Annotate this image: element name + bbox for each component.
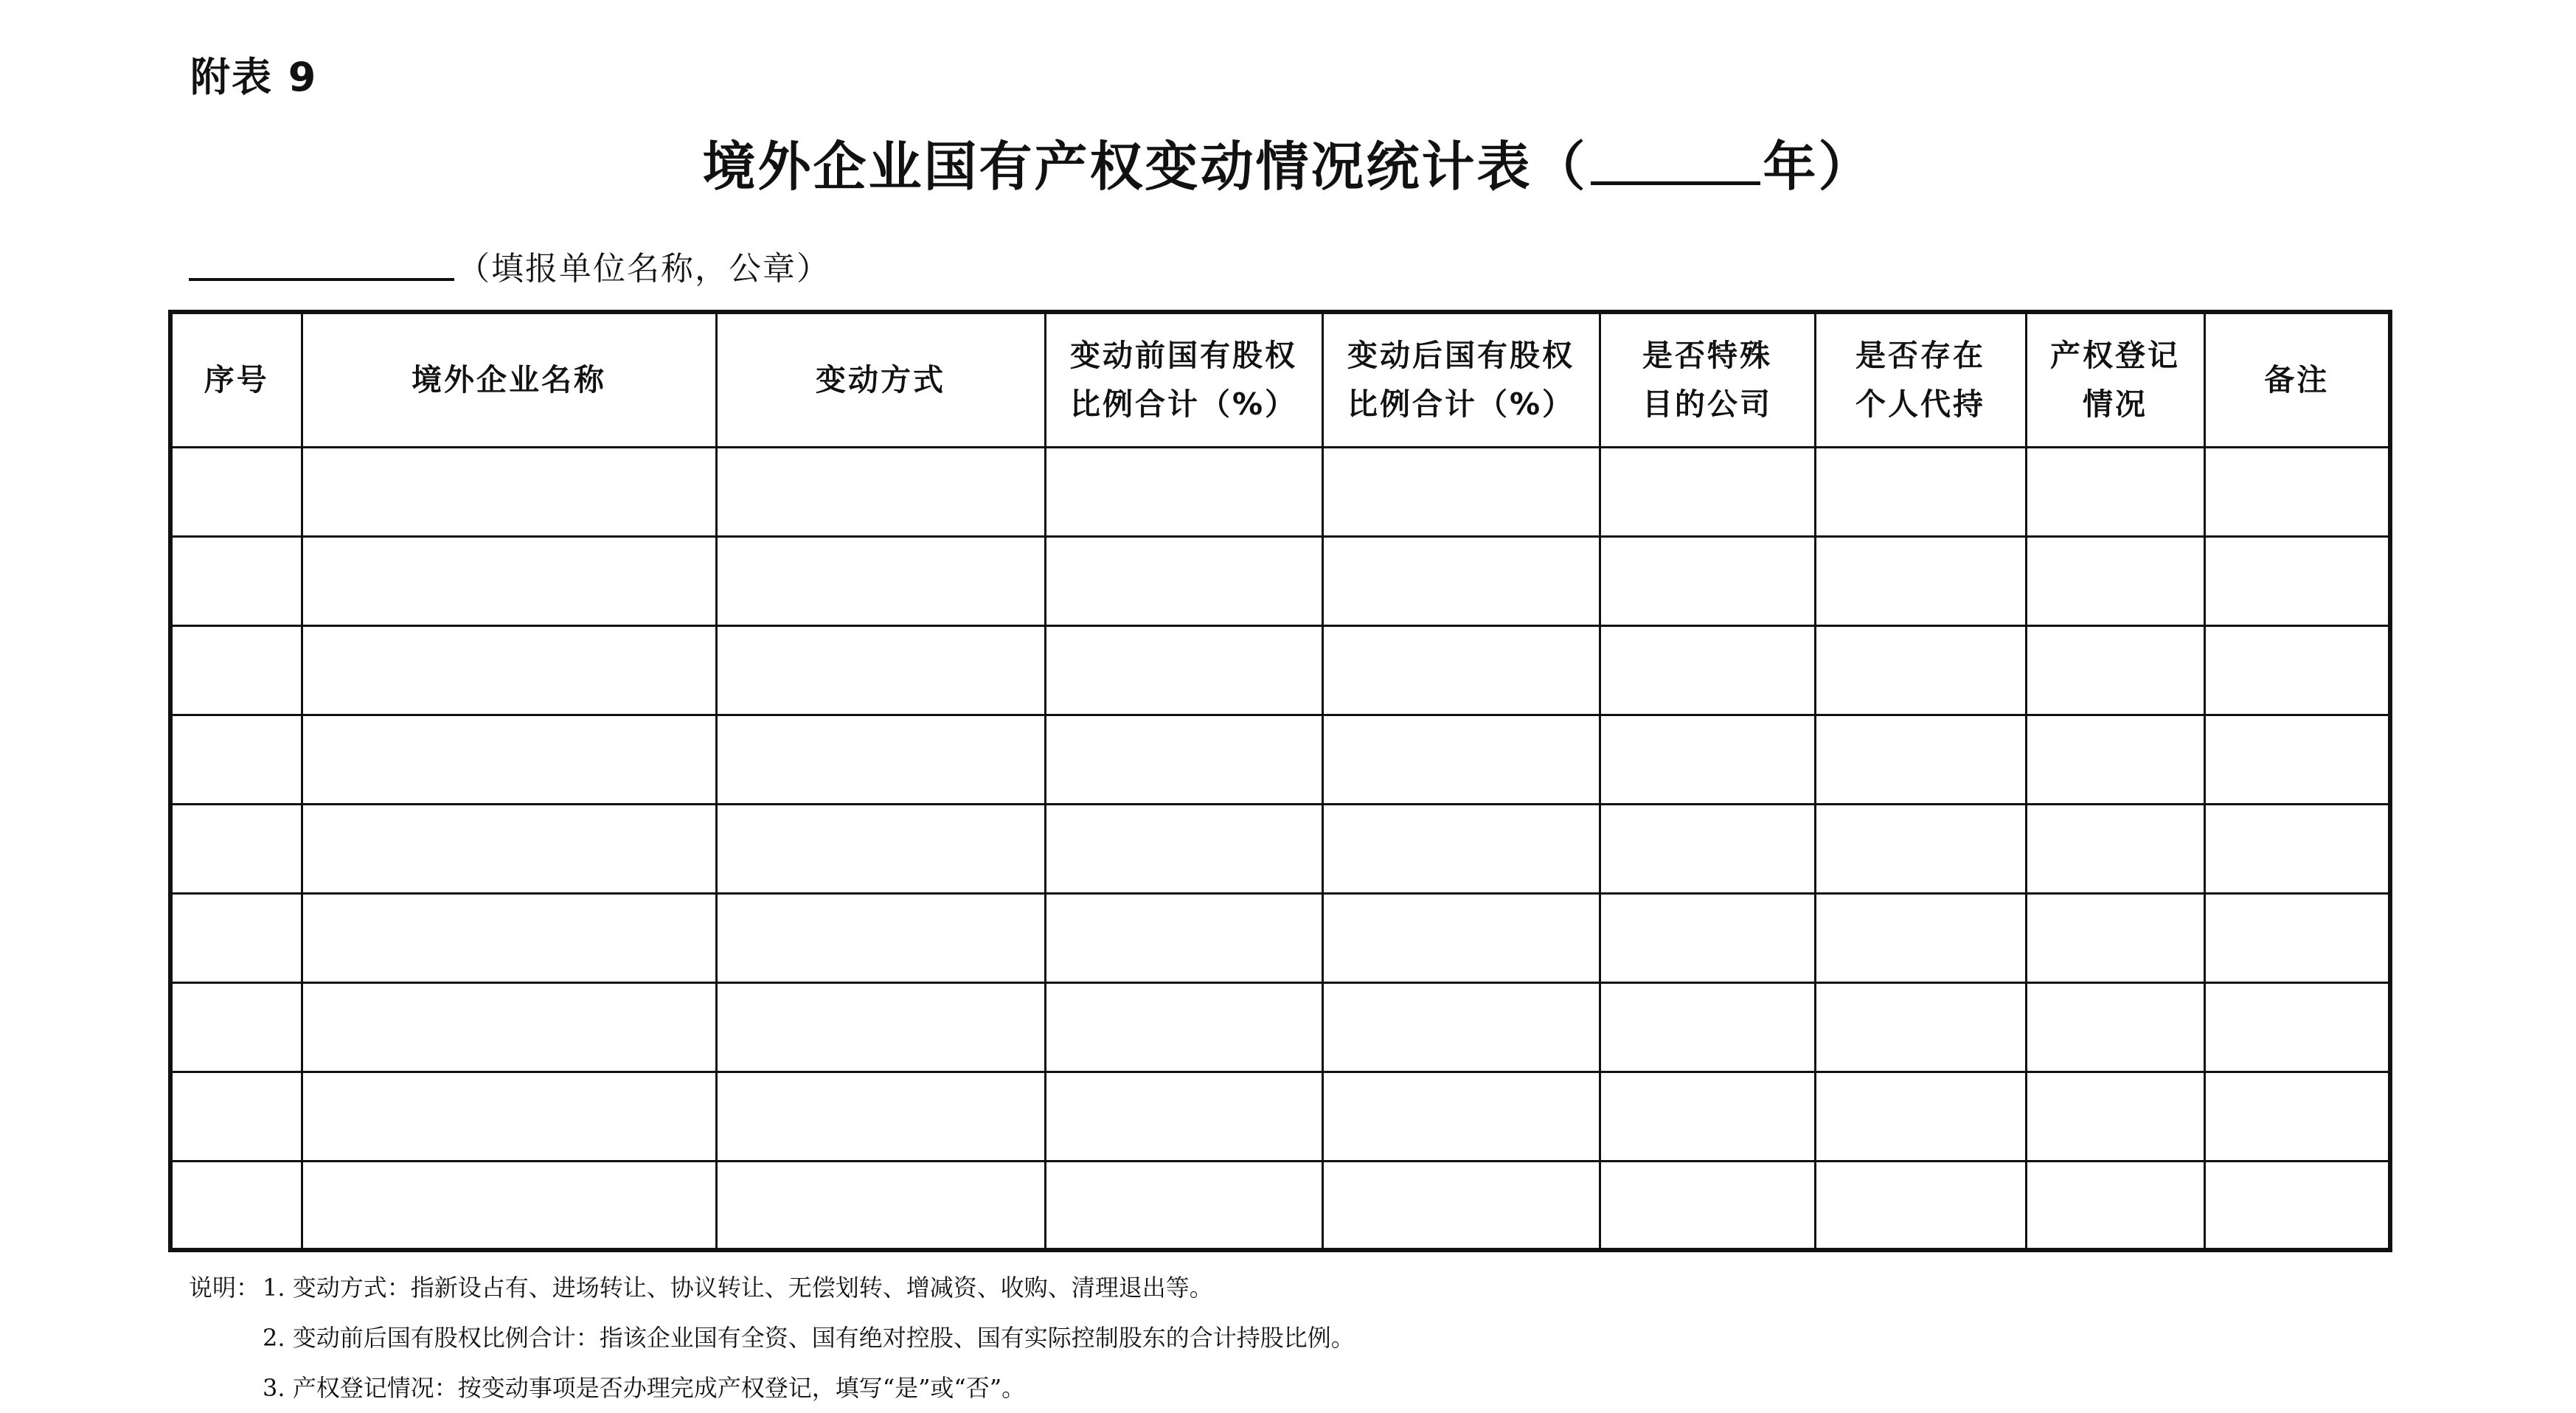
table-cell xyxy=(2204,1072,2390,1161)
table-cell xyxy=(1045,447,1322,536)
table-row xyxy=(170,1072,2390,1161)
title-suffix: 年） xyxy=(1763,136,1874,198)
column-header xyxy=(1045,312,1322,447)
table-cell xyxy=(302,1161,716,1250)
table-cell xyxy=(1600,1072,1815,1161)
table-cell xyxy=(302,804,716,893)
note-text: 2. 变动前后国有股权比例合计：指该企业国有全资、国有绝对控股、国有实际控制股东的合计持股比例。 xyxy=(263,1324,1355,1352)
table-cell xyxy=(1600,715,1815,804)
column-header-text: 比例合计（%） xyxy=(1347,386,1575,423)
table-cell xyxy=(2204,447,2390,536)
table-cell xyxy=(2204,804,2390,893)
note-text: 3. 产权登记情况：按变动事项是否办理完成产权登记，填写“是”或“否”。 xyxy=(263,1374,1026,1402)
table-cell xyxy=(1600,804,1815,893)
table-cell xyxy=(2204,1161,2390,1250)
table-cell xyxy=(2026,893,2204,982)
table-cell xyxy=(1815,893,2026,982)
table-cell xyxy=(1322,982,1600,1072)
note-text: 1. 变动方式：指新设占有、进场转让、协议转让、无偿划转、增减资、收购、清理退出等。 xyxy=(263,1274,1213,1302)
reporting-unit-blank-line xyxy=(189,278,454,281)
table-cell xyxy=(2026,447,2204,536)
column-header-text: 序号 xyxy=(204,362,269,398)
table-cell xyxy=(1815,625,2026,715)
table-cell xyxy=(716,893,1045,982)
note-item xyxy=(189,1263,1355,1313)
column-header-text: 比例合计（%） xyxy=(1069,386,1298,423)
table-cell xyxy=(302,715,716,804)
column-header-text: 情况 xyxy=(2083,386,2148,423)
table-row xyxy=(170,536,2390,625)
table-cell xyxy=(302,625,716,715)
table-row xyxy=(170,804,2390,893)
table-cell xyxy=(1045,1161,1322,1250)
table-cell xyxy=(716,447,1045,536)
table-cell xyxy=(1045,893,1322,982)
table-cell xyxy=(716,804,1045,893)
table-cell xyxy=(2026,982,2204,1072)
table-cell xyxy=(302,447,716,536)
column-header-text: 变动前国有股权 xyxy=(1070,338,1297,374)
table-row xyxy=(170,715,2390,804)
year-blank-line xyxy=(1591,174,1760,185)
table-cell xyxy=(1600,625,1815,715)
table-cell xyxy=(716,982,1045,1072)
table-cell xyxy=(1600,893,1815,982)
column-header-text: 是否存在 xyxy=(1855,338,1985,374)
table-cell xyxy=(1600,1161,1815,1250)
table-cell xyxy=(2204,982,2390,1072)
table-cell xyxy=(302,1072,716,1161)
table-cell xyxy=(1045,982,1322,1072)
table-cell xyxy=(170,625,302,715)
table-cell xyxy=(1600,536,1815,625)
column-header-text: 变动后国有股权 xyxy=(1347,338,1575,374)
column-header-text: 是否特殊 xyxy=(1642,338,1772,374)
table-cell xyxy=(1815,447,2026,536)
column-header-text: 目的公司 xyxy=(1642,386,1772,423)
table-cell xyxy=(716,536,1045,625)
column-header-text: 产权登记 xyxy=(2050,338,2180,374)
table-cell xyxy=(1045,625,1322,715)
table-cell xyxy=(302,536,716,625)
table-header-row xyxy=(170,312,2390,447)
notes-lead: 说明： xyxy=(189,1274,260,1302)
table-cell xyxy=(1815,536,2026,625)
appendix-label: 附表 9 xyxy=(190,54,318,100)
column-header xyxy=(302,312,716,447)
table-cell xyxy=(1322,715,1600,804)
table-cell xyxy=(716,715,1045,804)
table-cell xyxy=(716,625,1045,715)
table-row xyxy=(170,625,2390,715)
table-cell xyxy=(2026,536,2204,625)
document-title xyxy=(0,124,2576,201)
table-cell xyxy=(1600,982,1815,1072)
table-cell xyxy=(2204,625,2390,715)
table-cell xyxy=(1600,447,1815,536)
column-header xyxy=(1322,312,1600,447)
table-cell xyxy=(716,1161,1045,1250)
table-cell xyxy=(170,893,302,982)
table-cell xyxy=(170,715,302,804)
table-cell xyxy=(302,982,716,1072)
statistics-table xyxy=(168,310,2392,1252)
column-header xyxy=(1815,312,2026,447)
column-header xyxy=(2026,312,2204,447)
column-header-text: 境外企业名称 xyxy=(412,362,606,398)
table-row xyxy=(170,893,2390,982)
table-cell xyxy=(170,982,302,1072)
column-header-text: 个人代持 xyxy=(1855,386,1985,423)
table-cell xyxy=(2204,893,2390,982)
table-cell xyxy=(170,1161,302,1250)
column-header xyxy=(2204,312,2390,447)
table-row xyxy=(170,982,2390,1072)
column-header xyxy=(1600,312,1815,447)
notes xyxy=(189,1263,1355,1413)
table-cell xyxy=(1815,1161,2026,1250)
table-cell xyxy=(2026,715,2204,804)
column-header xyxy=(170,312,302,447)
table-cell xyxy=(1815,715,2026,804)
table-cell xyxy=(1322,625,1600,715)
table-cell xyxy=(302,893,716,982)
table-cell xyxy=(2204,715,2390,804)
table-body xyxy=(170,447,2390,1250)
table-cell xyxy=(1045,1072,1322,1161)
table-cell xyxy=(1322,1161,1600,1250)
table-cell xyxy=(1045,804,1322,893)
table-cell xyxy=(716,1072,1045,1161)
table-cell xyxy=(1815,982,2026,1072)
table-cell xyxy=(170,536,302,625)
table-cell xyxy=(2026,1161,2204,1250)
table-cell xyxy=(170,1072,302,1161)
table-cell xyxy=(2026,625,2204,715)
column-header-text: 变动方式 xyxy=(816,362,945,398)
table-cell xyxy=(1322,893,1600,982)
table-cell xyxy=(2026,804,2204,893)
table-cell xyxy=(1322,447,1600,536)
table-row xyxy=(170,1161,2390,1250)
reporting-unit-label: （填报单位名称，公章） xyxy=(457,250,830,288)
table-cell xyxy=(1322,1072,1600,1161)
table-cell xyxy=(1322,804,1600,893)
table-cell xyxy=(2026,1072,2204,1161)
table-cell xyxy=(1045,715,1322,804)
column-header xyxy=(716,312,1045,447)
table-cell xyxy=(170,804,302,893)
title-prefix: 境外企业国有产权变动情况统计表（ xyxy=(702,136,1588,198)
table-row xyxy=(170,447,2390,536)
table-cell xyxy=(1815,804,2026,893)
table-cell xyxy=(1322,536,1600,625)
column-header-text: 备注 xyxy=(2264,362,2330,398)
table-cell xyxy=(1045,536,1322,625)
table-cell xyxy=(2204,536,2390,625)
note-item xyxy=(189,1313,1355,1363)
table-cell xyxy=(1815,1072,2026,1161)
table-cell xyxy=(170,447,302,536)
